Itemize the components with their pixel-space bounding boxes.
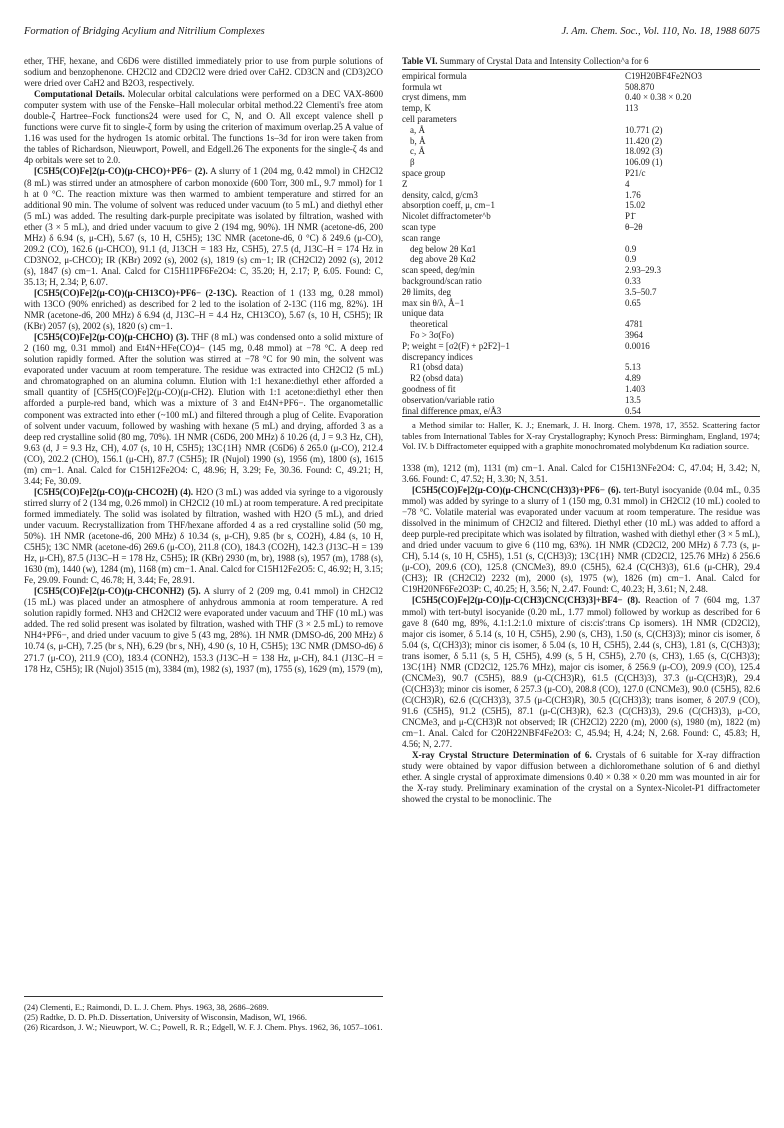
paragraph bbox=[24, 166, 383, 288]
table-cell-value: 4781 bbox=[624, 319, 643, 330]
table-cell-value: 0.65 bbox=[624, 297, 641, 308]
table-caption bbox=[402, 56, 760, 67]
table-row bbox=[402, 146, 702, 157]
table-cell-value: P21/c bbox=[624, 167, 646, 178]
table-cell-value: 1.403 bbox=[624, 383, 646, 394]
table-cell-value: 4 bbox=[624, 178, 630, 189]
table-row bbox=[402, 395, 702, 406]
paragraph-heading: [C5H5(CO)Fe]2(μ-CO)(μ-CH13CO)+PF6− (2-13C). bbox=[34, 287, 238, 298]
table-cell-label: P; weight = [σ2(F) + p2F2]−1 bbox=[402, 340, 510, 351]
table-cell-label: background/scan ratio bbox=[402, 275, 482, 286]
header-journal: J. Am. Chem. Soc., Vol. 110, No. 18, 1988 6075 bbox=[561, 26, 760, 37]
table-cell-value: 106.09 (1) bbox=[624, 157, 663, 168]
table-cell-value: 1.76 bbox=[624, 189, 641, 200]
table-cell-value: 4.89 bbox=[624, 373, 641, 384]
paragraph-text: THF (8 mL) was condensed onto a solid mixture of 2 (160 mg, 0.31 mmol) and Et4N+HFe(CO)4− (145 mg, 0.48 mmol) at −78 °C. A deep red solution rapidly formed. After the solution was stirred at −78 °C for 90 min, the solvent was evaporated under vacuum at room temperature. The residue was extracted into CH2Cl2 (5 mL) and chromatographed on an alumina column. Elution with 1:1 hexane:diethyl ether afforded a small quantity of [C5H5(CO)Fe]2(μ-CO)(μ-CH2). Elution with 1:1 acetone:diethyl ether then afforded a purple-red band, which was a mixture of 3 and Et4N+PF6−. The organometallic component was extracted into ether (~100 mL) and filtered through a plug of Celite. Evaporation of solvent under vacuum, followed by washing with hexane (5 mL) and drying, afforded 3 as a deep red crystalline solid (80 mg, 70%). 1H NMR (C6D6, 200 MHz) δ 10.26 (d, J = 9.3 Hz, CH), 9.63 (d, J = 9.3 Hz, CH), 4.07 (s, 10 H, C5H5); 13C{1H} NMR (C6D6) δ 265.0 (μ-CO), 212.4 (CO), 202.2 (CHO), 156.1 (μ-CH), 87.7 (C5H5); IR (Nujol) 1990 (s), 1956 (m), 1800 (s), 1615 (m) cm−1. Anal. Calcd for C15H12Fe2O4: C, 48.96; H, 3.29; Fe, 30.36. Found: C, 49.21; H, 3.44; Fe, 30.09. bbox=[24, 332, 383, 486]
paragraph bbox=[24, 56, 383, 89]
table-cell-label: 2θ limits, deg bbox=[402, 286, 452, 297]
table-cell-value: 13.5 bbox=[624, 394, 641, 405]
table-row bbox=[402, 114, 702, 125]
table-cell-label: scan type bbox=[402, 221, 436, 232]
table-row bbox=[402, 341, 702, 352]
paragraph bbox=[402, 750, 760, 805]
table-row bbox=[402, 211, 702, 222]
paragraph bbox=[24, 586, 383, 674]
table-cell-label: deg above 2θ Kα2 bbox=[410, 254, 476, 265]
table-cell-label: deg below 2θ Kα1 bbox=[410, 243, 477, 254]
table-row bbox=[402, 168, 702, 179]
table-cell-value: 0.0016 bbox=[624, 340, 650, 351]
table-row bbox=[402, 233, 702, 244]
paragraph-text: Reaction of 1 (133 mg, 0.28 mmol) with 13CO (90% enriched) as described for 2 led to the isolation of 2-13C (116 mg, 82%). 1H NMR (acetone-d6, 200 MHz) δ 6.94 (d, J13C–H = 4.4 Hz, CH13CO), 5.67 (s, 10 H, C5H5); IR (KBr) 2057 (s), 2002 (s), 1820 (s) cm−1. bbox=[24, 287, 383, 332]
table-row bbox=[402, 276, 702, 287]
paragraph-heading: Computational Details. bbox=[34, 89, 125, 100]
paragraph-text: 1338 (m), 1212 (m), 1131 (m) cm−1. Anal. Calcd for C15H13NFe2O4: C, 47.04; H, 3.42; N, 3.66. Found: C, 47.52; H, 3.30; N, 3.51. bbox=[402, 462, 760, 484]
table-cell-label: temp, K bbox=[402, 103, 431, 114]
paragraph-heading: X-ray Crystal Structure Determination of 6. bbox=[412, 750, 592, 761]
table-cell-label: absorption coeff, μ, cm−1 bbox=[402, 200, 495, 211]
table-row bbox=[402, 330, 702, 341]
table-cell-value: 10.771 (2) bbox=[624, 124, 663, 135]
table-row bbox=[402, 92, 702, 103]
table-row bbox=[402, 157, 702, 168]
table-cell-label: β bbox=[410, 157, 415, 168]
table-cell-label: space group bbox=[402, 167, 446, 178]
table-top-rule bbox=[402, 69, 760, 70]
table-label: Table VI. bbox=[402, 56, 438, 66]
table-cell-value: 0.54 bbox=[624, 405, 641, 416]
table-row bbox=[402, 82, 702, 93]
table-cell-label: R2 (obsd data) bbox=[410, 373, 463, 384]
table-cell-label: observation/variable ratio bbox=[402, 394, 495, 405]
table-cell-value bbox=[625, 352, 702, 363]
paragraph bbox=[24, 487, 383, 586]
table-cell-value bbox=[625, 114, 702, 125]
paragraph-text: tert-Butyl isocyanide (0.04 mL, 0.35 mmol) was added by syringe to a slurry of 1 (150 mg, 0.31 mmol) in CH2Cl2 (10 mL) cooled to −78 °C. Volatile material was evaporated under vacuum at room temperature. The residue was dissolved in the minimum of CH2Cl2 and filtered. Diethyl ether (10 mL) was added to afford a deep purple-red precipitate which was isolated by filtration, washed with diethyl ether (3 × 5 mL), and dried under vacuum to give 6 (110 mg, 63%). 1H NMR (CD2Cl2, 200 MHz) δ 7.73 (s, μ-CH), 5.14 (s, 10 H, C5H5), 1.51 (s, C(CH3)3); 13C{1H} NMR (CD2Cl2, 125.76 MHz) δ 256.6 (μ-CO), 209.6 (CO), 125.8 (CNCMe3), 89.0 (C5H5), 62.4 (C(CH3)3), 61.6 (μ-CHR), 29.4 (CH3); IR (CH2Cl2) 2232 (m), 2000 (s), 1975 (w), 1826 (m) cm−1. Anal. Calcd for C19H20NF6Fe2O3P: C, 40.25; H, 3.56; N, 2.47. Found: C, 40.23; H, 3.61; N, 2.48. bbox=[402, 485, 760, 595]
paragraph-text: A slurry of 2 (209 mg, 0.41 mmol) in CH2Cl2 (15 mL) was placed under an atmosphere of anhydrous ammonia at room temperature. A red solution rapidly formed. NH3 and CH2Cl2 were evaporated under vacuum and THF (10 mL) was added. The red solid present was isolated by filtration, washed with THF (3 × 2.5 mL) to remove NH4+PF6−, and dried under vacuum to give 5 (43 mg, 28%). 1H NMR (DMSO-d6, 200 MHz) δ 10.74 (s, μ-CH), 7.25 (br s, NH), 6.29 (br s, NH), 4.90 (s, 10 H, C5H5); 13C NMR (DMSO-d6) δ 271.7 (μ-CO), 211.9 (CO), 183.4 (CONH2), 153.3 (J13C–H = 138 Hz, μ-CH), 84.1 (J13C–H = 178 Hz, C5H5); IR (Nujol) 3515 (m), 3384 (m), 1982 (s), 1937 (m), 1755 (s), 1629 (m), 1579 (m), bbox=[24, 586, 383, 674]
table-row bbox=[402, 125, 702, 136]
paragraph-heading: [C5H5(CO)Fe]2(μ-CO)(μ-CHCO)+PF6− (2). bbox=[34, 166, 208, 177]
table-cell-label: scan speed, deg/min bbox=[402, 265, 475, 276]
table-cell-value: 3964 bbox=[624, 329, 643, 340]
references-divider bbox=[24, 996, 383, 997]
table-row bbox=[402, 265, 702, 276]
table-row bbox=[402, 200, 702, 211]
table-footnote bbox=[402, 420, 760, 451]
table-cell-value: θ–2θ bbox=[624, 221, 643, 232]
paragraph-text: Molecular orbital calculations were performed on a DEC VAX-8600 computer system with use of the Fenske–Hall molecular orbital method.22 Clementi's free atom double-ζ Hartree–Fock functions24 were used for C, N, and O. All except valence shell p functions were curve fit to single-ζ form by using the criterion of maximum overlap.25 A value of 1.16 was used for the hydrogen 1s atomic orbital. The functions 1s–3d for iron were taken from the tables of Richardson, Nieuwport, Powell, and Edgell.26 The exponents for the single-ζ 4s and 4p orbitals were set to 2.0. bbox=[24, 89, 384, 166]
table-cell-label: R1 (obsd data) bbox=[410, 362, 463, 373]
table-row bbox=[402, 254, 702, 265]
table-cell-value: 2.93–29.3 bbox=[624, 265, 661, 276]
table-cell-label: discrepancy indices bbox=[402, 351, 473, 362]
table-cell-value bbox=[625, 308, 702, 319]
right-column bbox=[402, 56, 760, 805]
table-cell-value: 5.13 bbox=[624, 362, 641, 373]
reference-item: (24) Clementi, E.; Raimondi, D. L. J. Chem. Phys. 1963, 38, 2686–2689. bbox=[24, 1003, 269, 1012]
table-row bbox=[402, 222, 702, 233]
table-cell-value: 3.5–50.7 bbox=[624, 286, 657, 297]
table-cell-value: C19H20BF4Fe2NO3 bbox=[624, 70, 702, 81]
table-row bbox=[402, 319, 702, 330]
table-cell-label: b, Å bbox=[410, 135, 426, 146]
table-cell-label: cryst dimens, mm bbox=[402, 92, 467, 103]
table-footnote-text: a Method similar to: Haller, K. J.; Enemark, J. H. Inorg. Chem. 1978, 17, 3552. Scattering factor tables from International Tables for X-ray Crystallography; Kynoch Press: Birmingham, England, 1974; Vol. IV. b Diffractometer equipped with a graphite monochromated molybdenum Kα radiation source. bbox=[402, 420, 760, 451]
table-row bbox=[402, 179, 702, 190]
paragraph bbox=[402, 463, 760, 485]
table-cell-value: 0.9 bbox=[624, 243, 637, 254]
paragraph-text: Crystals of 6 suitable for X-ray diffraction study were obtained by vapor diffusion between a dichloromethane solution of 6 and diethyl ether. A single crystal of approximate dimensions 0.40 × 0.38 × 0.20 mm was mounted in air for the X-ray study. Preliminary examination of the crystal on a Syntex-Nicolet-P1 diffractometer showed the crystal to be monoclinic. The bbox=[402, 750, 760, 805]
table-cell-value: 15.02 bbox=[624, 200, 646, 211]
table-cell-label: max sin θ/λ, Å−1 bbox=[402, 297, 465, 308]
table-cell-label: formula wt bbox=[402, 81, 442, 92]
table-row bbox=[402, 384, 702, 395]
table-row bbox=[402, 287, 702, 298]
table-row bbox=[402, 103, 702, 114]
reference-item: (26) Ricardson, J. W.; Nieuwport, W. C.; Powell, R. R.; Edgell, W. F. J. Chem. Phys. 1962, 36, 1057–1061. bbox=[24, 1023, 383, 1033]
table-cell-label: Nicolet diffractometer^b bbox=[402, 211, 491, 222]
paragraph-text: Reaction of 7 (604 mg, 1.37 mmol) with tert-butyl isocyanide (0.20 mL, 1.77 mmol) followed by workup as described for 6 gave 8 (640 mg, 89%, 4.1:1.2:1.0 mixture of cis:cis′:trans Cp isomers). 1H NMR (CD2Cl2), major cis isomer, δ 5.14 (s, 10 H, C5H5), 2.90 (s, CH3), 1.50 (s, C(CH3)3); minor cis isomer, δ 5.04 (s, C(CH3)3); minor cis isomer, δ 5.04 (s, 10 H, C5H5), 2.44 (s, CH3), 1.81 (s, C(CH3)3); trans isomer, δ 5.11 (s, 5 H, C5H5), 4.99 (s, 5 H, C5H5), 2.70 (s, CH3), 1.65 (s, C(CH3)3); 13C{1H} NMR (CD2Cl2, 125.76 MHz), major cis isomer, δ 256.9 (μ-CO), 209.9 (CO), 125.4 (CNCMe3), 90.7 (C5H5), 88.9 (μ-C(CH3)R), 61.5 (C(CH3)3), 37.3 (μ-C(CH3)R), 29.4 (C(CH3)3); minor cis isomer, δ 257.3 (μ-CO), 208.8 (CO), 127.0 (CNCMe3), 90.0 (C5H5), 82.6 (C(CH3)R), 62.6 (C(CH3)3), 37.5 (μ-C(CH3)R), 30.5 (C(CH3)3); trans isomer, δ 207.9 (CO), 91.6 (C5H5), 91.2 (C5H5), 87.1 (μ-C(CH3)R), 62.3 (C(CH3)3), 29.6 (C(CH3)3), μ-CO, CNCMe3, and μ-C(CH3)R not observed; IR (CH2Cl2) 2220 (m), 2000 (s), 1980 (m), 1822 (m) cm−1. Anal. Calcd for C20H22NBF4Fe2O3: C, 45.94; H, 4.24; N, 2.68. Found: C, 45.83; H, 4.56; N, 2.77. bbox=[402, 595, 761, 750]
table-cell-label: scan range bbox=[402, 232, 441, 243]
running-header bbox=[24, 26, 760, 42]
left-column bbox=[24, 56, 383, 675]
paragraph-heading: [C5H5(CO)Fe]2(μ-CO)[μ-C(CH3)CNC(CH3)3]+BF4− (8). bbox=[412, 595, 641, 606]
crystal-data-table bbox=[402, 56, 760, 451]
table-row bbox=[402, 244, 702, 255]
table-cell-value: 0.33 bbox=[624, 275, 641, 286]
table-cell-value: 0.9 bbox=[624, 254, 637, 265]
table-cell-label: goodness of fit bbox=[402, 383, 456, 394]
table-row bbox=[402, 362, 702, 373]
table-body bbox=[402, 71, 702, 417]
table-cell-value bbox=[625, 233, 702, 244]
paragraph-text: H2O (3 mL) was added via syringe to a vigorously stirred slurry of 2 (134 mg, 0.26 mmol) in CH2Cl2 (10 mL) at room temperature. A red precipitate formed immediately. The solid was isolated by filtration, washed with H2O (5 mL), and dried under vacuum. Recrystallization from THF/hexane afforded 4 as a red crystalline solid (50 mg, 50%). 1H NMR (acetone-d6, 200 MHz) δ 10.34 (s, μ-CH), 9.85 (br s, CO2H), 4.84 (s, 10 H, C5H5); 13C NMR (acetone-d6) 269.6 (μ-CO), 211.8 (CO), 184.3 (CO2H), 142.3 (J13C–H = 139 Hz, μ-CH), 87.5 (J13C–H = 178 Hz, C5H5); IR (KBr) 2930 (m, br), 1988 (s), 1957 (m), 1788 (s), 1630 (m), 1440 (w), 1284 (m), 1168 (m) cm−1. Anal. Calcd for C15H12Fe2O5: C, 46.92; H, 3.15; Fe, 29.09. Found: C, 46.78; H, 3.44; Fe, 28.91. bbox=[24, 486, 383, 586]
references bbox=[24, 996, 383, 1034]
table-cell-label: a, Å bbox=[410, 124, 425, 135]
table-cell-label: c, Å bbox=[410, 146, 425, 157]
table-bottom-rule bbox=[402, 416, 760, 417]
table-cell-value: 18.092 (3) bbox=[624, 146, 663, 157]
paragraph bbox=[24, 288, 383, 332]
table-row bbox=[402, 406, 702, 417]
reference-item: (25) Radtke, D. D. Ph.D. Dissertation, University of Wisconsin, Madison, WI, 1966. bbox=[24, 1013, 307, 1023]
table-cell-value: 11.420 (2) bbox=[624, 135, 663, 146]
table-cell-label: final difference ρmax, e/Å3 bbox=[402, 405, 502, 416]
table-cell-value: 508.870 bbox=[624, 81, 655, 92]
table-cell-label: empirical formula bbox=[402, 70, 467, 81]
table-row bbox=[402, 190, 702, 201]
table-cell-label: Z bbox=[402, 178, 408, 189]
paragraph-heading: [C5H5(CO)Fe]2(μ-CO)(μ-CHCO2H) (4). bbox=[34, 486, 194, 497]
table-cell-value: 0.40 × 0.38 × 0.20 bbox=[624, 92, 692, 103]
paragraph-text: A slurry of 1 (204 mg, 0.42 mmol) in CH2Cl2 (8 mL) was stirred under an atmosphere of carbon monoxide (600 Torr, 300 mL, 9.7 mmol) for 1 h at 0 °C. The reaction mixture was then warmed to ambient temperature and stirred for an additional 90 min. The volume of solvent was reduced under vacuum (to 5 mL) and diethyl ether (5 mL) was added. The resulting dark-purple precipitate was isolated by filtration, washed with ether (3 × 5 mL), and dried under vacuum to give 2 (194 mg, 90%). 1H NMR (acetone-d6, 200 MHz) δ 6.94 (s, μ-CH), 5.67 (s, 10 H, C5H5); 13C NMR (acetone-d6, 0 °C) δ 249.6 (μ-CO), 209.2 (CO), 162.6 (μ-CHCO), 91.1 (d, J13CH = 183 Hz, C5H5), 27.5 (d, J13C–H = 174 Hz in CD3NO2, μ-CHCO); IR (KBr) 2092 (s), 2002 (s), 1819 (s) cm−1; IR (CH2Cl2) 2092 (s), 2012 (s), 1847 (s) cm−1. Anal. Calcd for C15H11PF6Fe2O4: C, 35.20; H, 2.17; P, 6.05. Found: C, 35.13; H, 2.34; P, 6.07. bbox=[24, 166, 383, 287]
table-cell-value: 113 bbox=[624, 103, 639, 114]
table-caption-text: Summary of Crystal Data and Intensity Collection^a for 6 bbox=[437, 56, 649, 66]
table-row bbox=[402, 298, 702, 309]
table-row bbox=[402, 308, 702, 319]
paragraph bbox=[24, 332, 383, 487]
table-cell-label: cell parameters bbox=[402, 113, 457, 124]
paragraph bbox=[402, 595, 760, 750]
table-cell-label: Fo > 3σ(Fo) bbox=[410, 329, 454, 340]
table-cell-label: unique data bbox=[402, 308, 444, 319]
paragraph bbox=[402, 485, 760, 595]
paragraph-heading: [C5H5(CO)Fe]2(μ-CO)(μ-CHCNC(CH3)3)+PF6− (6). bbox=[412, 485, 621, 495]
paragraph bbox=[24, 89, 383, 166]
table-cell-value: P1̄ bbox=[624, 211, 635, 222]
paragraph-text: ether, THF, hexane, and C6D6 were distilled immediately prior to use from purple solutions of sodium and benzophenone. CH2Cl2 and CD2Cl2 were dried over CaH2. CD3CN and (CD3)2CO were dried over CaH2 and B2O3, respectively. bbox=[24, 56, 383, 89]
table-row bbox=[402, 136, 702, 147]
table-row bbox=[402, 71, 702, 82]
table-row bbox=[402, 352, 702, 363]
header-title: Formation of Bridging Acylium and Nitrilium Complexes bbox=[24, 26, 265, 37]
table-cell-label: theoretical bbox=[410, 319, 448, 330]
paragraph-heading: [C5H5(CO)Fe]2(μ-CO)(μ-CHCHO) (3). bbox=[34, 332, 189, 343]
table-cell-label: density, calcd, g/cm3 bbox=[402, 189, 478, 200]
paragraph-heading: [C5H5(CO)Fe]2(μ-CO)(μ-CHCONH2) (5). bbox=[34, 586, 201, 597]
table-row bbox=[402, 373, 702, 384]
